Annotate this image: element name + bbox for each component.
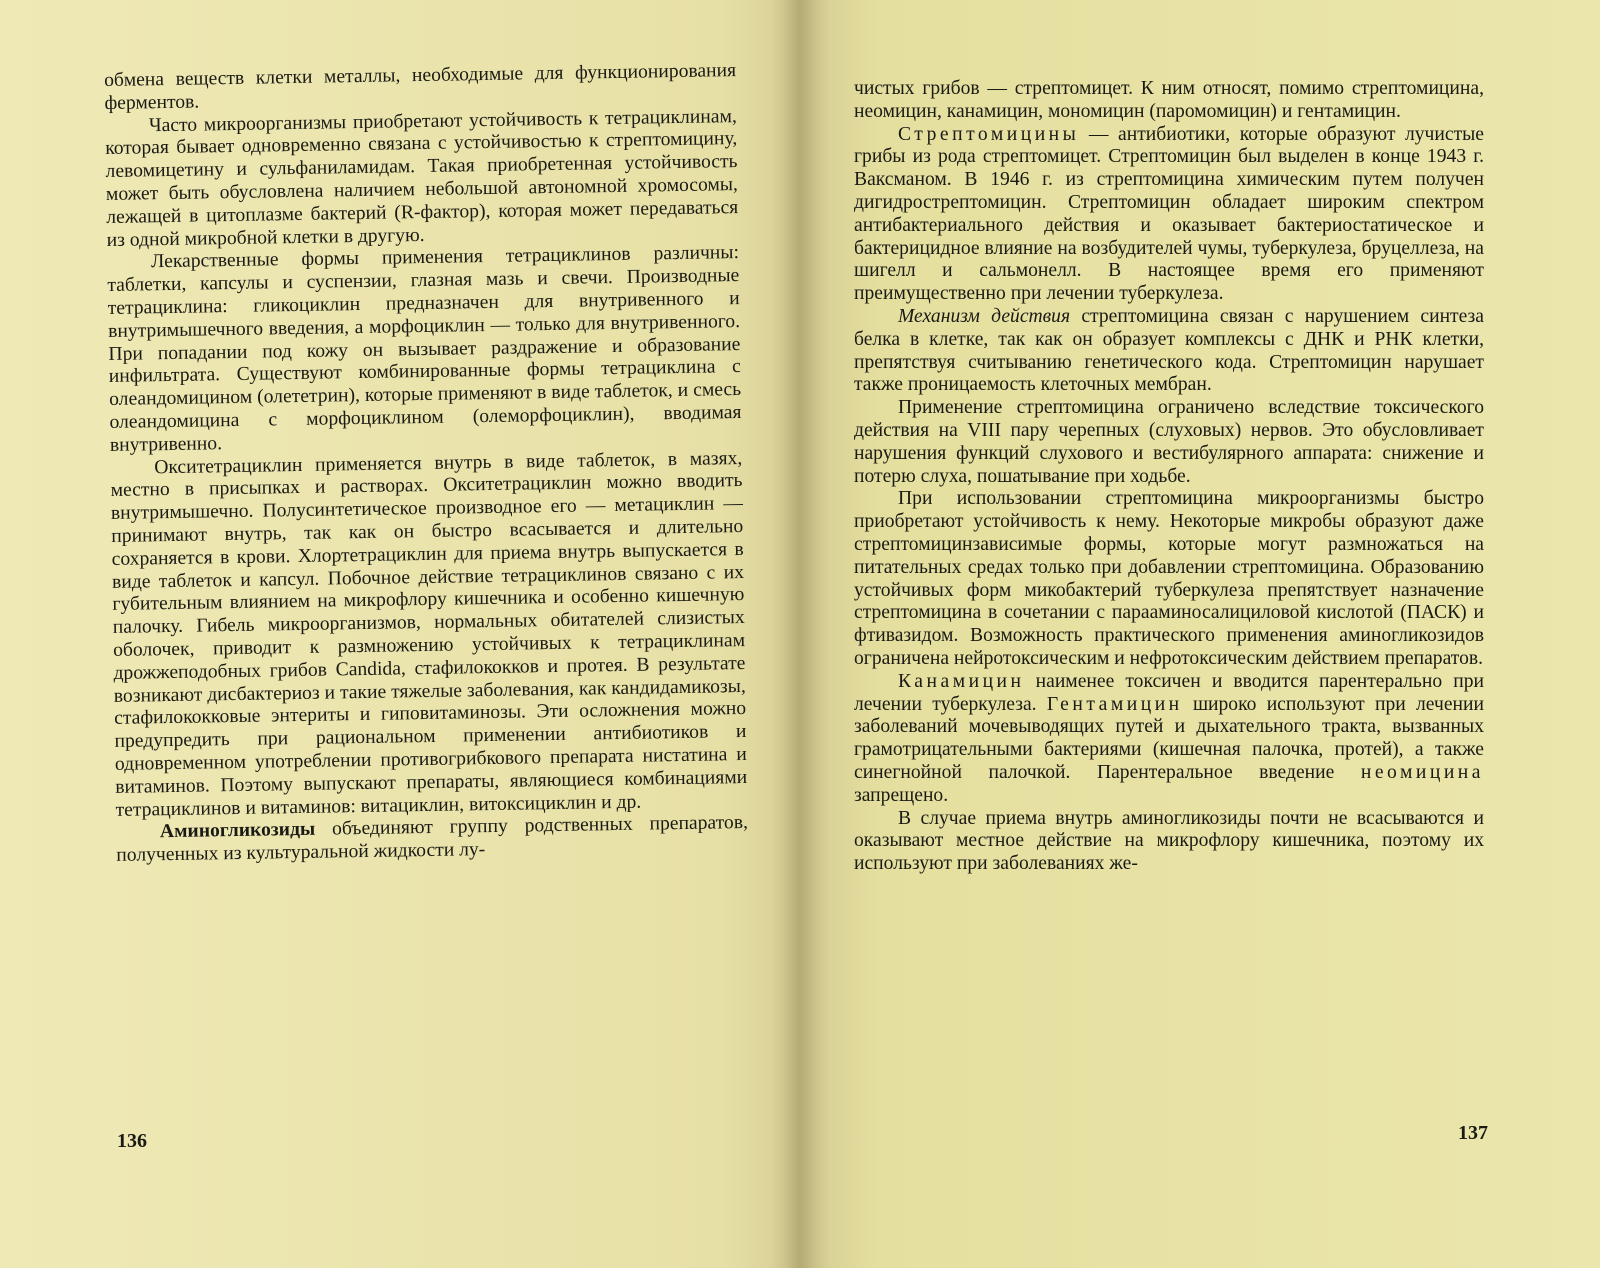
paragraph: Окситетрациклин применяется внутрь в виде таблеток, в мазях, местно в присыпках и растворах. Окситетрациклин можно вводить внутримышечно. Полусинтетическое производное его — метациклин — принимают внутрь, так как он быстро всасывается и длительно сохраняется в крови. Хлортетрациклин для приема внутрь выпускается в виде таблеток и капсул. Побочное действие тетрациклинов связано с их губительным влиянием на микрофлору кишечника и особенно кишечную палочку. Гибель микроорганизмов, нормальных обитателей слизистых оболочек, приводит к размножению устойчивых к тетрациклинам дрожжеподобных грибов Candida, стафилококков и протея. В результате возникают дисбактериоз и такие тяжелые заболевания, как кандидамикозы, стафилококковые энтериты и гиповитаминозы. Эти осложнения можно предупредить при рациональном применении антибиотиков и одновременном употреблении противогрибкового препарата нистатина и витаминов. Поэтому выпускают препараты, являющиеся комбинациями тетрациклинов и витаминов: витациклин, витоксициклин и др. [110,447,748,821]
paragraph-text: объединяют группу родственных препаратов, полученных из культуральной жидкости лу- [116,812,749,866]
paragraph [854,306,1484,397]
paragraph-text: запрещено. [854,784,949,806]
term-neomycin: неомицина [1360,761,1484,783]
paragraph: При использовании стрептомицина микроорганизмы быстро приобретают устойчивость к нему. Некоторые микробы образуют даже стрептомицинзависимые формы, которые могут размножаться на питательных средах только при добавлении стрептомицина. Образованию устойчивых форм микобактерий туберкулеза препятствует назначение стрептомицина в сочетании с парааминосалициловой кислотой (ПАСК) и фтивазидом. Возможность практического применения аминогликозидов ограничена нейротоксическим и нефротоксическим действием препаратов. [854,488,1484,669]
term-mechanism: Механизм действия [898,305,1071,327]
term-gentamicin: Гентамицин [1046,693,1183,715]
book-gutter [770,0,830,1268]
paragraph: Применение стрептомицина ограничено вследствие токсического действия на VIII пару черепных (слуховых) нервов. Это обусловливает нарушения функций слухового и вестибулярного аппарата: снижение и потерю слуха, пошатывание при ходьбе. [854,397,1484,487]
paragraph [854,671,1484,808]
paragraph-text: стрептомицина связан с нарушением синтеза белка в клетке, так как он образует комплексы с ДНК и РНК клетки, препятствуя считыванию генетического кода. Стрептомицин нарушает также проницаемость клеточных мембран. [854,305,1484,396]
left-page [104,60,748,868]
paragraph: Лекарственные формы применения тетрациклинов различны: таблетки, капсулы и суспензии, глазная мазь и свечи. Производные тетрациклина: гликоциклин предназначен для внутривенного и внутримышечного введения, а морфоциклин — только для внутривенного. При попадании под кожу он вызывает раздражение и образование инфильтрата. Существуют комбинированные формы тетрациклина с олеандомицином (олететрин), которые применяют в виде таблеток, и смесь олеандомицина с морфоциклином (олеморфоциклин), вводимая внутривенно. [107,242,742,456]
paragraph: чистых грибов — стрептомицет. К ним относят, помимо стрептомицина, неомицин, канамицин, мономицин (паромомицин) и гентамицин. [854,78,1484,122]
paragraph: В случае приема внутрь аминогликозиды почти не всасываются и оказывают местное действие на микрофлору кишечника, поэтому их используют при заболеваниях же- [854,807,1484,875]
paragraph-text: широко используют при лечении заболеваний мочевыводящих путей и дыхательного тракта, вызванных грамотрицательными бактериями (кишечная палочка, протей), а также синегнойной палочкой. Парентеральное введение [854,693,1484,783]
page-number-left: 136 [117,1130,147,1152]
paragraph [854,124,1484,306]
term-streptomycins: Стрептомицины [898,123,1080,145]
right-page [854,78,1484,876]
paragraph: Часто микроорганизмы приобретают устойчивость к тетрациклинам, которая бывает одновременно связана с устойчивостью к стрептомицину, левомицетину и сульфаниламидам. Такая приобретенная устойчивость может быть обусловлена наличием небольшой автономной хромосомы, лежащей в цитоплазме бактерий (R-фактор), которая может передаваться из одной микробной клетки в другую. [105,105,739,251]
paragraph: обмена веществ клетки металлы, необходимые для функционирования ферментов. [104,60,737,114]
paragraph-text: наименее токсичен и вводится парентерально при лечении туберкулеза. [854,670,1484,715]
term-aminoglycosides: Аминогликозиды [159,819,316,843]
term-kanamycin: Канамицин [898,670,1025,692]
page-number-right: 137 [1458,1122,1488,1144]
paragraph-text: — антибиотики, которые образуют лучистые грибы из рода стрептомицет. Стрептомицин был выделен в конце 1943 г. Ваксманом. В 1946 г. из стрептомицина химическим путем получен дигидрострептомицин. Стрептомицин обладает широким спектром антибактериального действия и оказывает бактериостатическое и бактерицидное влияние на возбудителей чумы, туберкулеза, бруцеллеза, на шигелл и сальмонелл. В настоящее время его применяют преимущественно при лечении туберкулеза. [854,123,1484,305]
paragraph [116,812,749,868]
